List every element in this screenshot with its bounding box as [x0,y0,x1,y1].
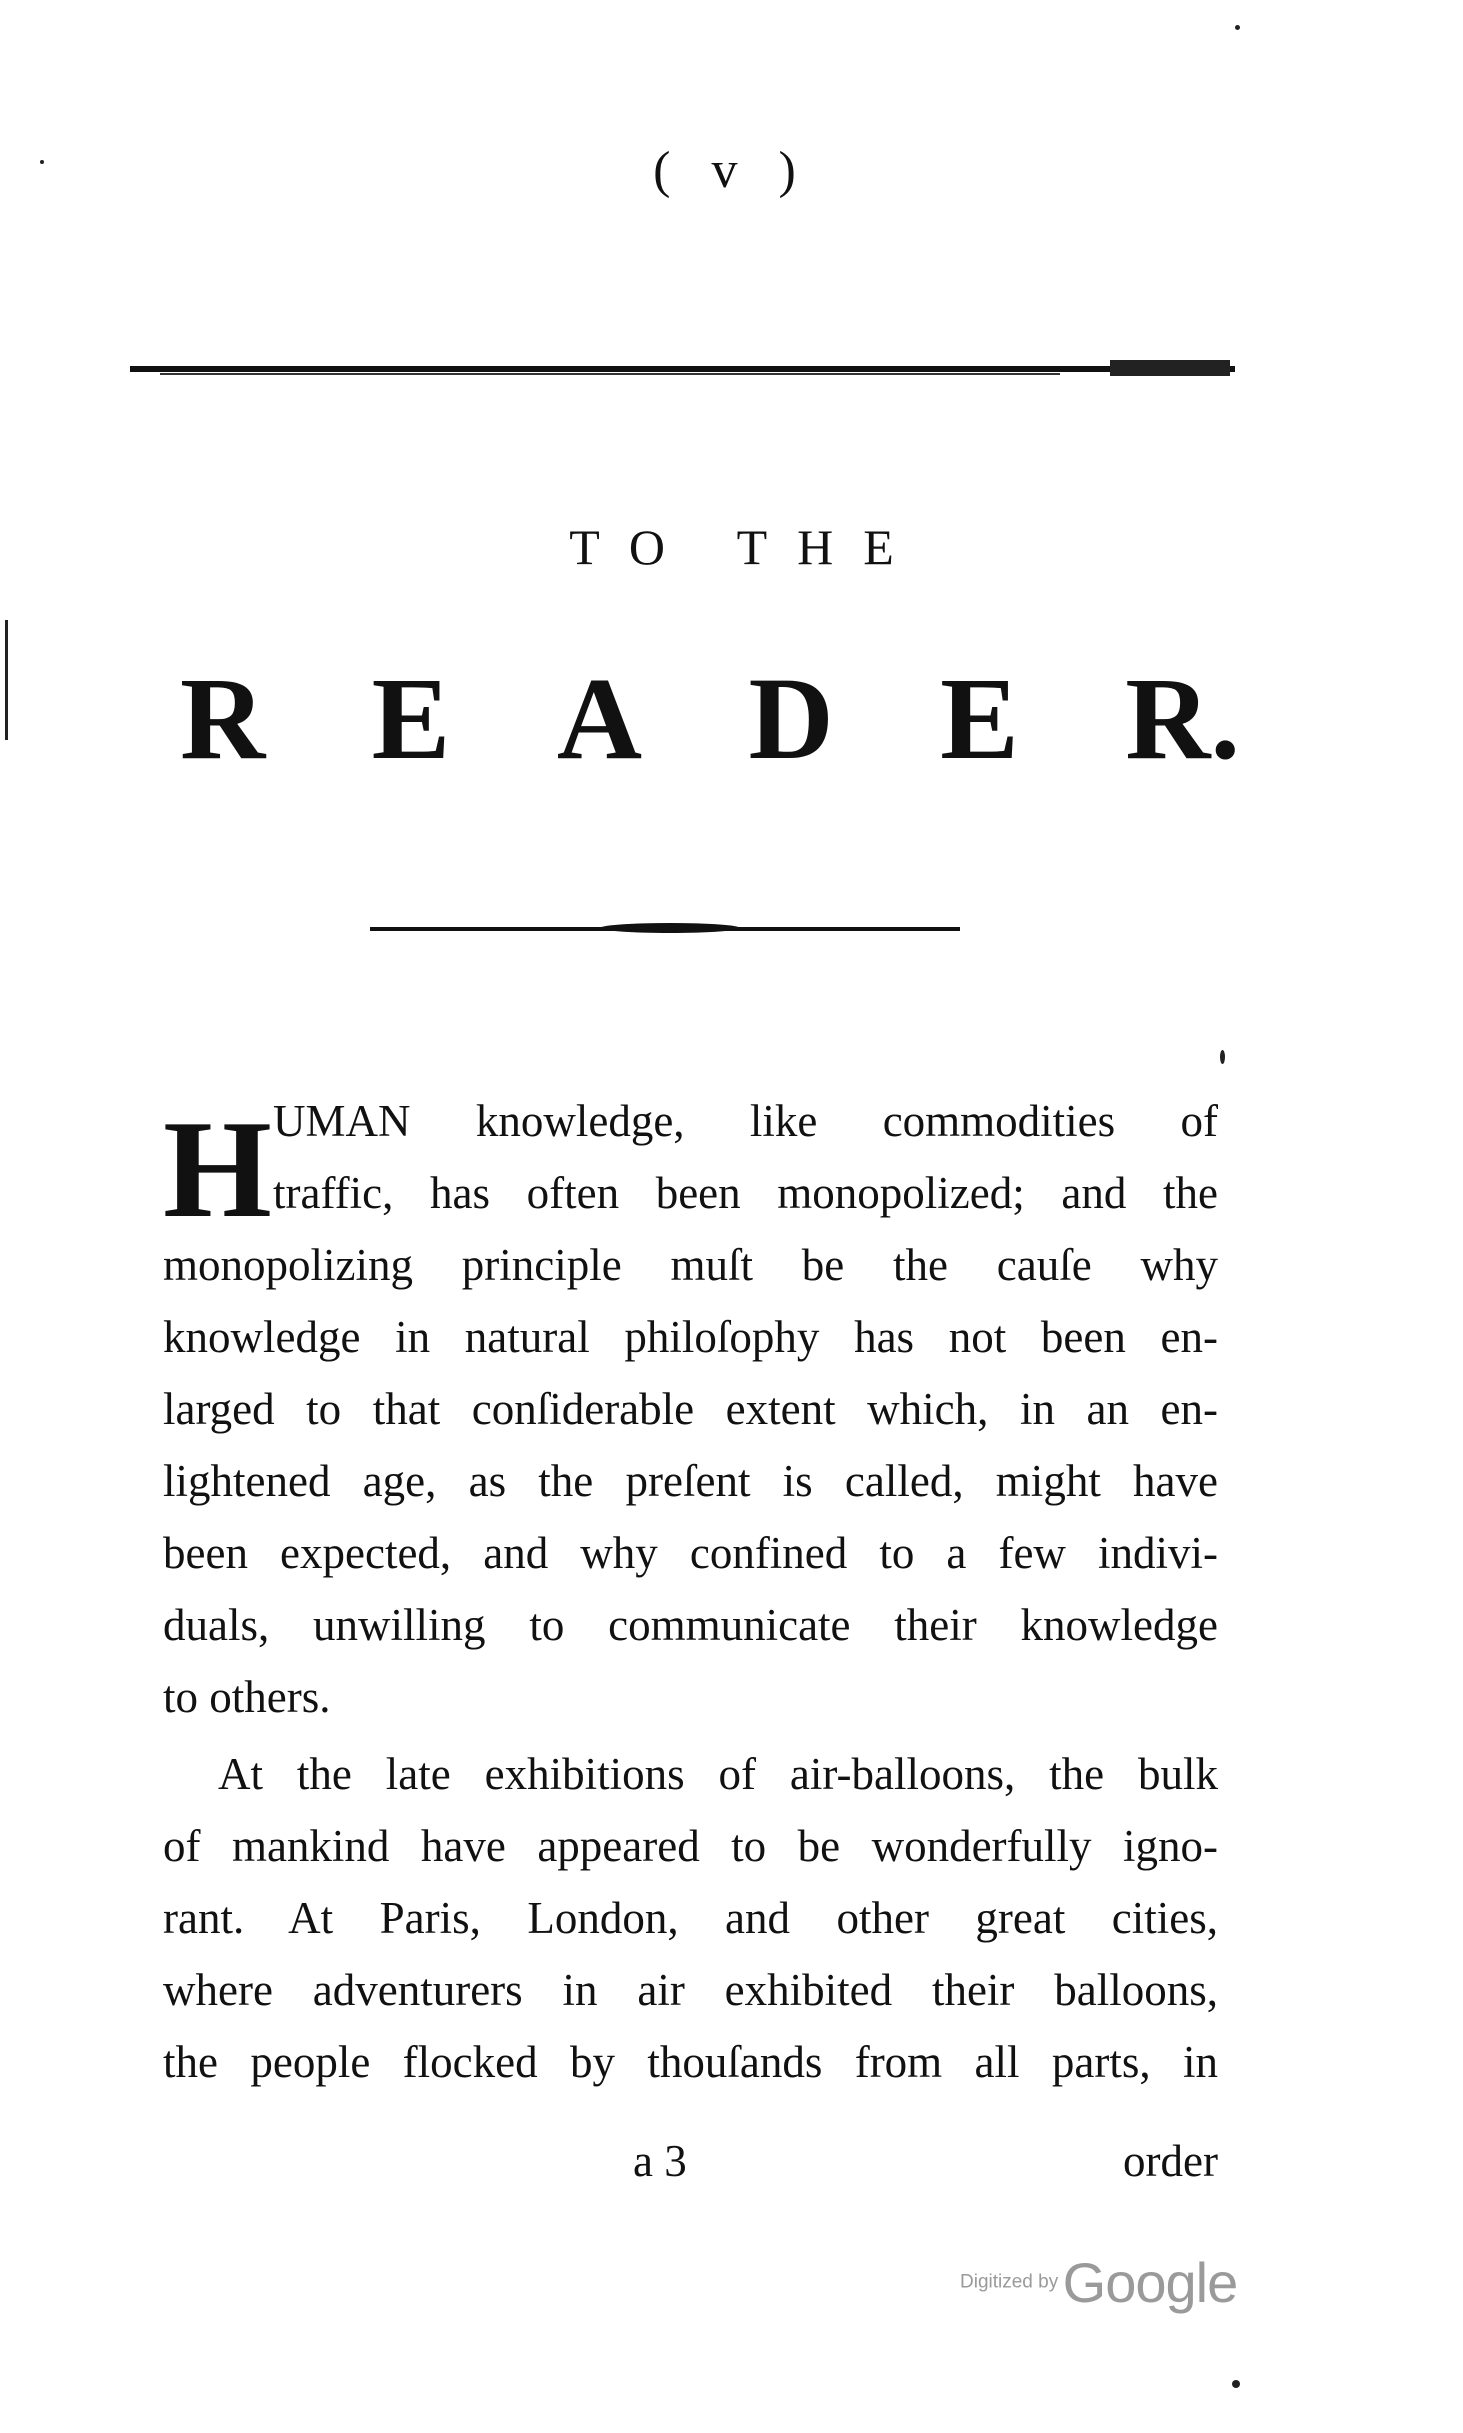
scan-speck [1235,25,1240,30]
text-line: of mankind have appeared to be wonderfully igno- [163,1821,1218,1871]
text-line: rant. At Paris, London, and other great cities, [163,1893,1218,1943]
watermark-brand: Google [1062,2251,1238,2314]
ornamental-head-rule [130,358,1235,380]
google-watermark [960,2250,1237,2315]
text-line: duals, unwilling to communicate their knowledge [163,1600,1218,1650]
text-line: At the late exhibitions of air-balloons, the bulk [218,1749,1218,1799]
drop-cap: H [163,1092,272,1247]
heading-letter: A [556,653,643,784]
text-line: monopolizing principle muſt be the cauſe why [163,1240,1218,1290]
heading-letter: R [180,653,266,784]
heading-letter: R. [1125,653,1240,784]
text-line: the people flocked by thouſands from all parts, in [163,2037,1218,2087]
text-line: knowledge in natural philoſophy has not been en- [163,1312,1218,1362]
text-line: to others. [163,1672,331,1722]
scan-speck [1232,2380,1240,2388]
scan-speck [1220,1050,1225,1064]
heading-reader [180,653,1240,784]
page-footer [163,2135,1218,2195]
watermark-prefix: Digitized by [960,2271,1059,2293]
catchword: order [1123,2136,1218,2186]
scan-speck [40,160,44,164]
text-line: lightened age, as the preſent is called, might have [163,1456,1218,1506]
heading-letter: E [940,653,1019,784]
signature-mark: a 3 [633,2136,687,2186]
scan-speck [5,620,8,740]
ornamental-mid-rule [370,920,960,938]
heading-letter: E [371,653,451,784]
text-line: been expected, and why confined to a few indivi- [163,1528,1218,1578]
text-line: larged to that conſiderable extent which, in an en- [163,1384,1218,1434]
body-text [163,1085,1218,2098]
text-line: where adventurers in air exhibited their balloons, [163,1965,1218,2015]
page-number: ( v ) [653,142,810,199]
heading-letter: D [748,653,834,784]
heading-to-the: TO THE [569,519,924,575]
text-line: UMAN knowledge, like commodities of [273,1096,1218,1146]
text-line: traffic, has often been monopolized; and the [273,1168,1218,1218]
